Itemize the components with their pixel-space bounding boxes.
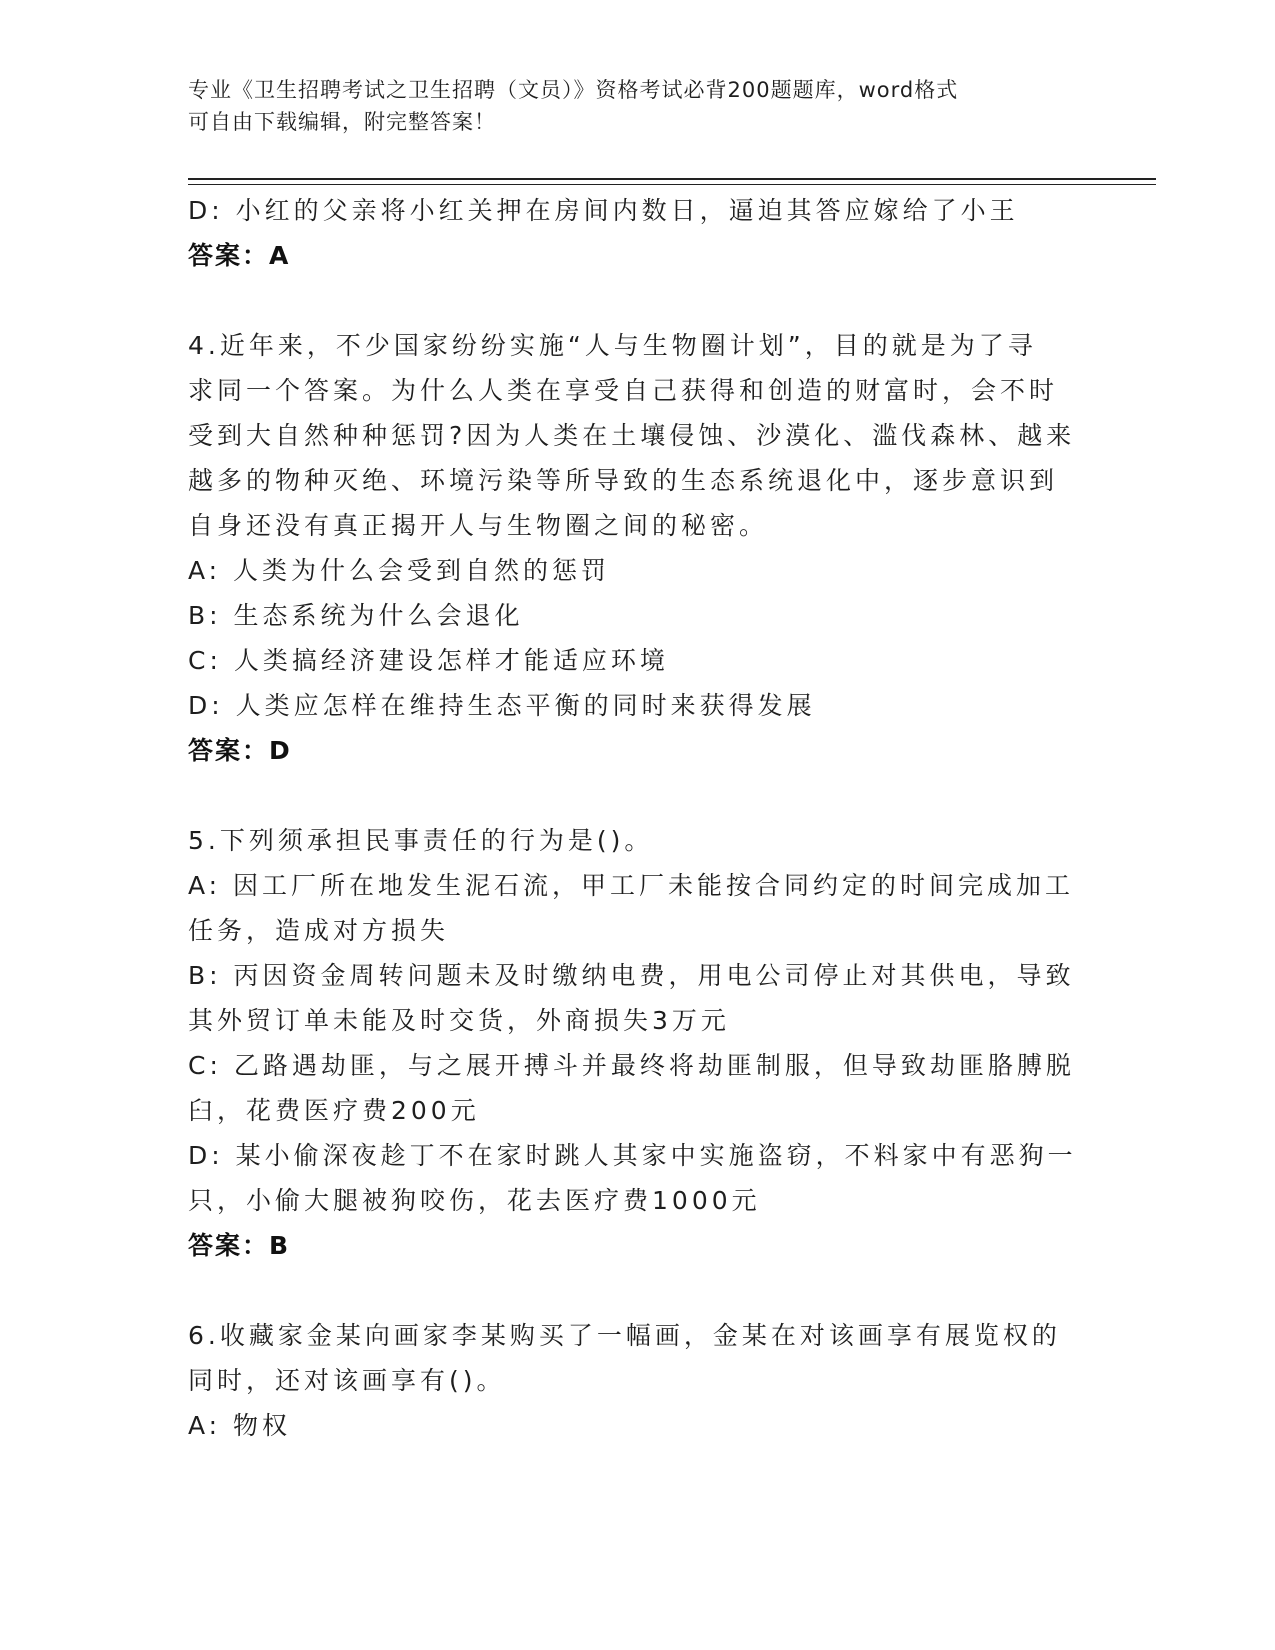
spacer — [188, 1268, 1088, 1313]
question-5 — [188, 818, 1088, 1268]
q4-stem-line: 自身还没有真正揭开人与生物圈之间的秘密。 — [188, 511, 769, 540]
spacer — [188, 278, 1088, 323]
question-content — [188, 188, 1088, 1448]
document-header — [188, 74, 1088, 138]
q5-option-d-line: 只，小偷大腿被狗咬伤，花去医疗费1000元 — [188, 1186, 761, 1215]
q5-stem: 5.下列须承担民事责任的行为是()。 — [188, 826, 654, 855]
q5-option-d-line: D: 某小偷深夜趁丁不在家时跳人其家中实施盗窃，不料家中有恶狗一 — [188, 1141, 1077, 1170]
q5-option-b-line: 其外贸订单未能及时交货，外商损失3万元 — [188, 1006, 730, 1035]
q4-stem-line: 越多的物种灭绝、环境污染等所导致的生态系统退化中，逐步意识到 — [188, 466, 1059, 495]
q4-option-a: A: 人类为什么会受到自然的惩罚 — [188, 556, 611, 585]
header-divider-thick — [188, 178, 1156, 180]
q6-option-a: A: 物权 — [188, 1411, 292, 1440]
header-title-line-1: 专业《卫生招聘考试之卫生招聘（文员）》资格考试必背200题题库，word格式 — [188, 78, 959, 102]
q5-answer: 答案：B — [188, 1231, 291, 1260]
q5-option-a-line: A: 因工厂所在地发生泥石流，甲工厂未能按合同约定的时间完成加工 — [188, 871, 1075, 900]
q5-option-a-line: 任务，造成对方损失 — [188, 916, 450, 945]
q4-stem-line: 受到大自然种种惩罚?因为人类在土壤侵蚀、沙漠化、滥伐森林、越来 — [188, 421, 1076, 450]
q3-option-d: D: 小红的父亲将小红关押在房间内数日，逼迫其答应嫁给了小王 — [188, 196, 1019, 225]
q4-option-b: B: 生态系统为什么会退化 — [188, 601, 524, 630]
q3-answer: 答案：A — [188, 241, 291, 270]
header-title-line-2: 可自由下载编辑，附完整答案！ — [188, 110, 496, 134]
q4-answer: 答案：D — [188, 736, 292, 765]
q6-stem-line: 6.收藏家金某向画家李某购买了一幅画，金某在对该画享有展览权的 — [188, 1321, 1061, 1350]
q4-stem-line: 求同一个答案。为什么人类在享受自己获得和创造的财富时，会不时 — [188, 376, 1059, 405]
q6-stem-line: 同时，还对该画享有()。 — [188, 1366, 506, 1395]
q4-option-c: C: 人类搞经济建设怎样才能适应环境 — [188, 646, 669, 675]
q4-option-d: D: 人类应怎样在维持生态平衡的同时来获得发展 — [188, 691, 816, 720]
q4-stem-line: 4.近年来，不少国家纷纷实施“人与生物圈计划”，目的就是为了寻 — [188, 331, 1037, 360]
q5-option-c-line: C: 乙路遇劫匪，与之展开搏斗并最终将劫匪制服，但导致劫匪胳膊脱 — [188, 1051, 1075, 1080]
header-divider-thin — [188, 184, 1156, 185]
q5-option-b-line: B: 丙因资金周转问题未及时缴纳电费，用电公司停止对其供电，导致 — [188, 961, 1075, 990]
q5-option-c-line: 臼，花费医疗费200元 — [188, 1096, 480, 1125]
spacer — [188, 773, 1088, 818]
question-4 — [188, 323, 1088, 773]
question-6 — [188, 1313, 1088, 1448]
